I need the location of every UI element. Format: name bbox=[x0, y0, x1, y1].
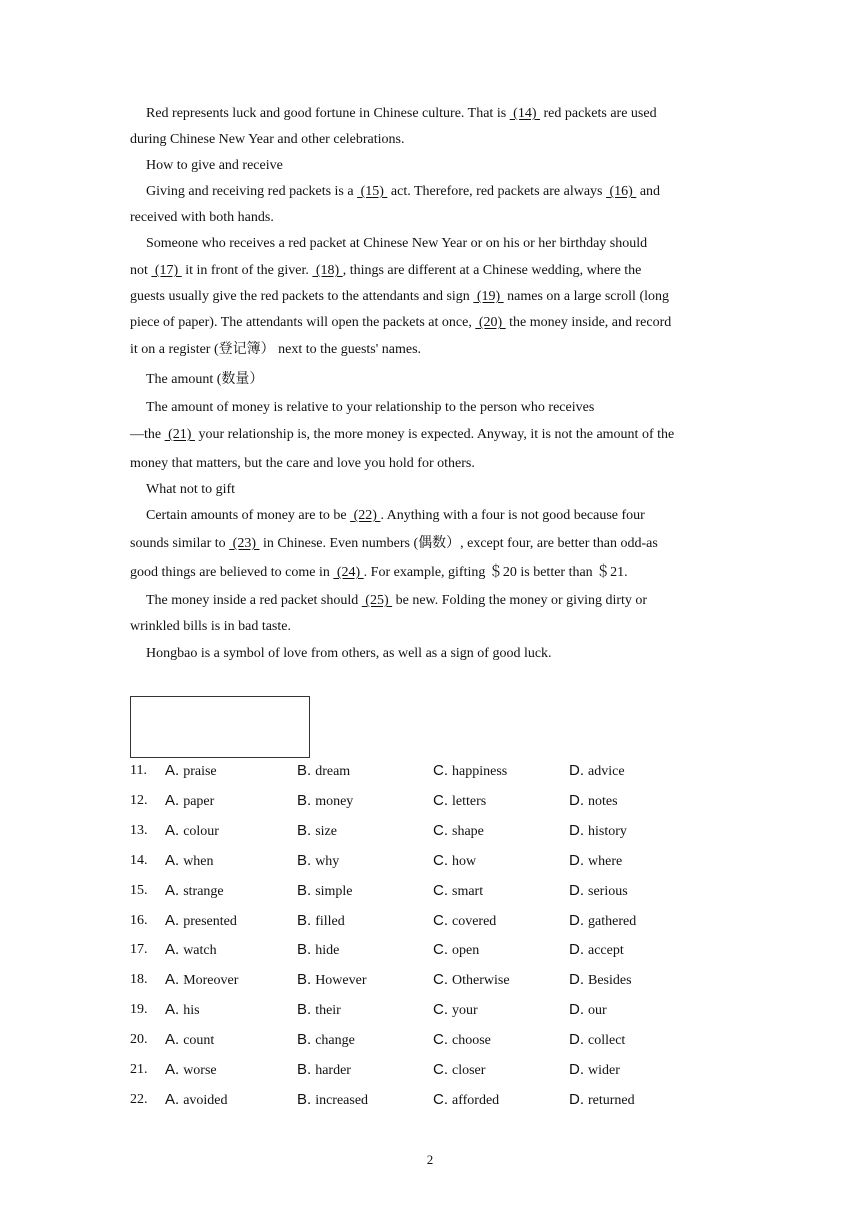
option-letter: D. bbox=[569, 971, 584, 989]
option-b bbox=[297, 1030, 355, 1051]
passage-text: it on a register (登记簿） next to the guests' names. bbox=[130, 342, 422, 357]
passage-text: . Anything with a four is not good because four bbox=[380, 508, 645, 523]
option-text: closer bbox=[452, 1063, 486, 1078]
blank-answer-box bbox=[130, 696, 310, 758]
passage-line bbox=[146, 592, 647, 610]
question-row bbox=[130, 791, 730, 811]
option-a bbox=[165, 1030, 214, 1051]
option-c bbox=[433, 940, 479, 961]
blank-marker: (24) bbox=[333, 565, 364, 580]
passage-text: , things are different at a Chinese wedding, where the bbox=[342, 263, 642, 278]
option-text: praise bbox=[183, 764, 217, 779]
option-letter: A. bbox=[165, 941, 180, 959]
option-letter: C. bbox=[433, 791, 448, 809]
question-number: 11. bbox=[130, 763, 147, 778]
option-text: why bbox=[315, 853, 340, 869]
option-text: watch bbox=[183, 943, 217, 959]
option-d bbox=[569, 1060, 620, 1081]
option-text: harder bbox=[315, 1063, 351, 1078]
passage-text: your relationship is, the more money is expected. Anyway, it is not the amount of the bbox=[194, 427, 675, 442]
blank-marker: (25) bbox=[361, 593, 393, 608]
passage-line bbox=[146, 183, 660, 201]
blank-marker: (15) bbox=[357, 184, 388, 199]
passage-line bbox=[146, 371, 263, 389]
option-letter: C. bbox=[433, 941, 448, 959]
passage-text: How to give and receive bbox=[146, 158, 283, 173]
option-letter: A. bbox=[165, 911, 180, 929]
passage-line bbox=[130, 455, 475, 473]
option-text: serious bbox=[588, 883, 628, 899]
question-row bbox=[130, 851, 730, 871]
question-row bbox=[130, 761, 730, 781]
option-letter: D. bbox=[569, 941, 584, 959]
passage-text: it in front of the giver. bbox=[181, 263, 313, 278]
passage-line bbox=[146, 399, 594, 417]
blank-marker: (18) bbox=[312, 263, 343, 278]
blank-marker: (20) bbox=[475, 315, 506, 330]
option-letter: A. bbox=[165, 762, 180, 779]
passage-text: sounds similar to bbox=[130, 536, 230, 551]
passage-line bbox=[130, 341, 421, 359]
question-number: 18. bbox=[130, 972, 148, 988]
option-letter: C. bbox=[433, 881, 448, 899]
option-text: how bbox=[452, 853, 477, 869]
option-text: Besides bbox=[588, 973, 632, 989]
option-d bbox=[569, 1000, 607, 1021]
option-b bbox=[297, 761, 350, 782]
option-a bbox=[165, 821, 219, 842]
option-letter: D. bbox=[569, 851, 584, 869]
option-text: advice bbox=[588, 764, 625, 779]
option-text: our bbox=[588, 1003, 607, 1019]
option-c bbox=[433, 791, 486, 812]
option-text: Otherwise bbox=[452, 973, 510, 989]
option-d bbox=[569, 881, 628, 902]
option-letter: B. bbox=[297, 971, 312, 989]
question-number: 13. bbox=[130, 822, 148, 838]
option-text: strange bbox=[183, 883, 224, 899]
option-d bbox=[569, 821, 627, 842]
option-a bbox=[165, 881, 224, 902]
passage-text: Hongbao is a symbol of love from others, as well as a sign of good luck. bbox=[146, 646, 552, 661]
option-letter: B. bbox=[297, 1090, 312, 1108]
option-letter: B. bbox=[297, 1001, 312, 1019]
option-d bbox=[569, 940, 624, 961]
option-text: afforded bbox=[452, 1092, 500, 1108]
passage-text: act. Therefore, red packets are always bbox=[387, 184, 606, 199]
option-letter: D. bbox=[569, 1061, 584, 1078]
passage-text: guests usually give the red packets to the attendants and sign bbox=[130, 289, 474, 304]
option-letter: D. bbox=[569, 911, 584, 929]
question-number: 17. bbox=[130, 942, 148, 958]
passage-line bbox=[130, 314, 671, 332]
passage-line bbox=[146, 645, 552, 663]
question-number: 20. bbox=[130, 1032, 148, 1048]
passage-line bbox=[130, 535, 658, 553]
option-c bbox=[433, 1000, 478, 1021]
option-text: gathered bbox=[588, 913, 637, 929]
option-letter: A. bbox=[165, 851, 180, 869]
option-letter: B. bbox=[297, 911, 312, 929]
option-text: paper bbox=[183, 793, 215, 809]
option-letter: B. bbox=[297, 851, 312, 869]
option-c bbox=[433, 1090, 499, 1111]
option-letter: D. bbox=[569, 791, 584, 809]
passage-text: The money inside a red packet should bbox=[146, 593, 362, 608]
blank-marker: (21) bbox=[164, 427, 195, 442]
option-text: when bbox=[183, 853, 214, 869]
question-row bbox=[130, 1060, 730, 1080]
page-number: 2 bbox=[426, 1152, 434, 1167]
option-d bbox=[569, 911, 636, 932]
passage-text: the money inside, and record bbox=[505, 315, 672, 330]
option-d bbox=[569, 791, 618, 812]
option-c bbox=[433, 1030, 491, 1051]
blank-marker: (22) bbox=[350, 508, 381, 523]
option-text: However bbox=[315, 973, 367, 989]
option-text: accept bbox=[588, 943, 624, 959]
passage-text: Giving and receiving red packets is a bbox=[146, 184, 358, 199]
question-row bbox=[130, 821, 730, 841]
option-letter: B. bbox=[297, 762, 312, 779]
blank-marker: (19) bbox=[473, 289, 504, 304]
blank-marker: (14) bbox=[509, 106, 540, 121]
option-b bbox=[297, 821, 337, 842]
option-c bbox=[433, 970, 510, 991]
option-letter: A. bbox=[165, 791, 180, 809]
option-b bbox=[297, 911, 345, 932]
option-text: collect bbox=[588, 1033, 626, 1049]
question-number: 21. bbox=[130, 1062, 148, 1077]
passage-text: and bbox=[636, 184, 661, 199]
option-text: open bbox=[452, 943, 480, 959]
option-text: count bbox=[183, 1033, 215, 1049]
option-b bbox=[297, 791, 353, 812]
passage-line bbox=[146, 507, 645, 525]
question-number: 16. bbox=[130, 912, 148, 928]
passage-text: during Chinese New Year and other celebrations. bbox=[130, 132, 405, 147]
question-number: 14. bbox=[130, 852, 148, 868]
option-letter: A. bbox=[165, 1001, 180, 1019]
passage-text: in Chinese. Even numbers (偶数）, except four, are better than odd-as bbox=[259, 536, 658, 551]
passage-line bbox=[130, 131, 404, 149]
option-b bbox=[297, 1090, 368, 1111]
option-text: their bbox=[315, 1003, 341, 1019]
option-text: choose bbox=[452, 1033, 491, 1049]
option-letter: B. bbox=[297, 1061, 312, 1078]
option-text: increased bbox=[315, 1092, 369, 1108]
option-text: smart bbox=[452, 883, 484, 899]
passage-line bbox=[130, 426, 674, 444]
option-b bbox=[297, 881, 353, 902]
blank-marker: (23) bbox=[229, 536, 260, 551]
passage-text: names on a large scroll (long bbox=[503, 289, 670, 304]
question-number: 12. bbox=[130, 792, 148, 808]
question-row bbox=[130, 911, 730, 931]
option-letter: D. bbox=[569, 762, 584, 779]
question-row bbox=[130, 1030, 730, 1050]
option-text: colour bbox=[183, 823, 219, 839]
option-text: letters bbox=[452, 793, 487, 809]
option-letter: D. bbox=[569, 821, 584, 839]
option-d bbox=[569, 761, 625, 782]
option-letter: B. bbox=[297, 881, 312, 899]
option-letter: A. bbox=[165, 1031, 180, 1049]
option-text: covered bbox=[452, 913, 497, 929]
option-letter: A. bbox=[165, 1090, 180, 1108]
option-letter: B. bbox=[297, 821, 312, 839]
option-b bbox=[297, 940, 339, 961]
passage-line bbox=[130, 564, 628, 582]
passage-line bbox=[130, 618, 291, 636]
option-letter: A. bbox=[165, 821, 180, 839]
option-text: change bbox=[315, 1033, 355, 1049]
option-text: presented bbox=[183, 913, 237, 929]
passage-text: received with both hands. bbox=[130, 210, 274, 225]
option-a bbox=[165, 1060, 217, 1081]
question-row bbox=[130, 1090, 730, 1110]
option-c bbox=[433, 851, 476, 872]
option-letter: C. bbox=[433, 1090, 448, 1108]
option-d bbox=[569, 1030, 625, 1051]
blank-marker: (17) bbox=[151, 263, 182, 278]
passage-text: Someone who receives a red packet at Chinese New Year or on his or her birthday should bbox=[146, 236, 648, 251]
passage-text: Certain amounts of money are to be bbox=[146, 508, 351, 523]
question-row bbox=[130, 970, 730, 990]
blank-marker: (16) bbox=[606, 184, 637, 199]
question-row bbox=[130, 881, 730, 901]
option-c bbox=[433, 821, 484, 842]
option-c bbox=[433, 881, 483, 902]
option-text: money bbox=[315, 793, 354, 809]
passage-text: The amount of money is relative to your relationship to the person who receives bbox=[146, 400, 595, 415]
option-letter: C. bbox=[433, 762, 448, 779]
option-a bbox=[165, 791, 214, 812]
option-letter: A. bbox=[165, 971, 180, 989]
option-b bbox=[297, 851, 339, 872]
passage-text: piece of paper). The attendants will open the packets at once, bbox=[130, 315, 476, 330]
option-letter: C. bbox=[433, 971, 448, 989]
option-d bbox=[569, 851, 622, 872]
passage-text: be new. Folding the money or giving dirty or bbox=[392, 593, 648, 608]
question-number: 15. bbox=[130, 882, 148, 898]
option-b bbox=[297, 970, 367, 991]
option-text: hide bbox=[315, 943, 340, 959]
option-text: where bbox=[588, 853, 623, 869]
option-letter: D. bbox=[569, 1001, 584, 1019]
passage-text: red packets are used bbox=[539, 106, 657, 121]
passage-line bbox=[130, 288, 669, 306]
option-c bbox=[433, 761, 507, 782]
option-a bbox=[165, 940, 217, 961]
passage-line bbox=[146, 105, 657, 123]
option-letter: B. bbox=[297, 791, 312, 809]
option-text: his bbox=[183, 1003, 200, 1019]
option-a bbox=[165, 1090, 228, 1111]
option-text: simple bbox=[315, 883, 353, 899]
option-text: avoided bbox=[183, 1092, 228, 1108]
option-text: wider bbox=[588, 1063, 620, 1078]
option-letter: C. bbox=[433, 1031, 448, 1049]
option-text: filled bbox=[315, 913, 345, 929]
option-letter: D. bbox=[569, 1090, 584, 1108]
option-letter: C. bbox=[433, 851, 448, 869]
option-d bbox=[569, 1090, 635, 1111]
option-a bbox=[165, 851, 214, 872]
option-text: worse bbox=[183, 1063, 217, 1078]
passage-text: not bbox=[130, 263, 152, 278]
option-c bbox=[433, 911, 496, 932]
option-letter: B. bbox=[297, 941, 312, 959]
option-letter: B. bbox=[297, 1031, 312, 1049]
option-text: shape bbox=[452, 823, 484, 839]
question-row bbox=[130, 940, 730, 960]
option-text: Moreover bbox=[183, 973, 239, 989]
passage-text: —the bbox=[130, 427, 165, 442]
option-text: dream bbox=[315, 764, 351, 779]
option-letter: C. bbox=[433, 1061, 448, 1078]
option-text: your bbox=[452, 1003, 478, 1019]
option-letter: C. bbox=[433, 911, 448, 929]
option-letter: A. bbox=[165, 881, 180, 899]
option-text: size bbox=[315, 823, 337, 839]
question-number: 22. bbox=[130, 1091, 148, 1107]
question-number: 19. bbox=[130, 1002, 148, 1018]
option-d bbox=[569, 970, 632, 991]
passage-line bbox=[146, 157, 283, 175]
option-b bbox=[297, 1000, 341, 1021]
passage-line bbox=[130, 209, 274, 227]
passage-text: money that matters, but the care and love you hold for others. bbox=[130, 456, 475, 471]
question-row bbox=[130, 1000, 730, 1020]
option-a bbox=[165, 761, 217, 782]
passage-text: Red represents luck and good fortune in Chinese culture. That is bbox=[146, 106, 510, 121]
passage-text: . For example, gifting ＄20 is better than ＄21. bbox=[363, 565, 628, 580]
option-b bbox=[297, 1060, 351, 1081]
option-c bbox=[433, 1060, 485, 1081]
option-text: returned bbox=[588, 1092, 635, 1108]
passage-text: What not to gift bbox=[146, 482, 236, 497]
option-letter: D. bbox=[569, 881, 584, 899]
option-text: history bbox=[588, 823, 627, 839]
passage-line bbox=[130, 262, 641, 280]
option-a bbox=[165, 1000, 200, 1021]
passage-line bbox=[146, 481, 235, 499]
option-a bbox=[165, 970, 238, 991]
option-text: notes bbox=[588, 793, 618, 809]
passage-text: good things are believed to come in bbox=[130, 565, 334, 580]
option-letter: C. bbox=[433, 821, 448, 839]
option-a bbox=[165, 911, 237, 932]
option-text: happiness bbox=[452, 764, 508, 779]
option-letter: A. bbox=[165, 1061, 180, 1078]
option-letter: C. bbox=[433, 1001, 448, 1019]
passage-line bbox=[146, 235, 647, 253]
passage-text: The amount (数量） bbox=[146, 372, 264, 387]
passage-text: wrinkled bills is in bad taste. bbox=[130, 619, 291, 634]
option-letter: D. bbox=[569, 1031, 584, 1049]
